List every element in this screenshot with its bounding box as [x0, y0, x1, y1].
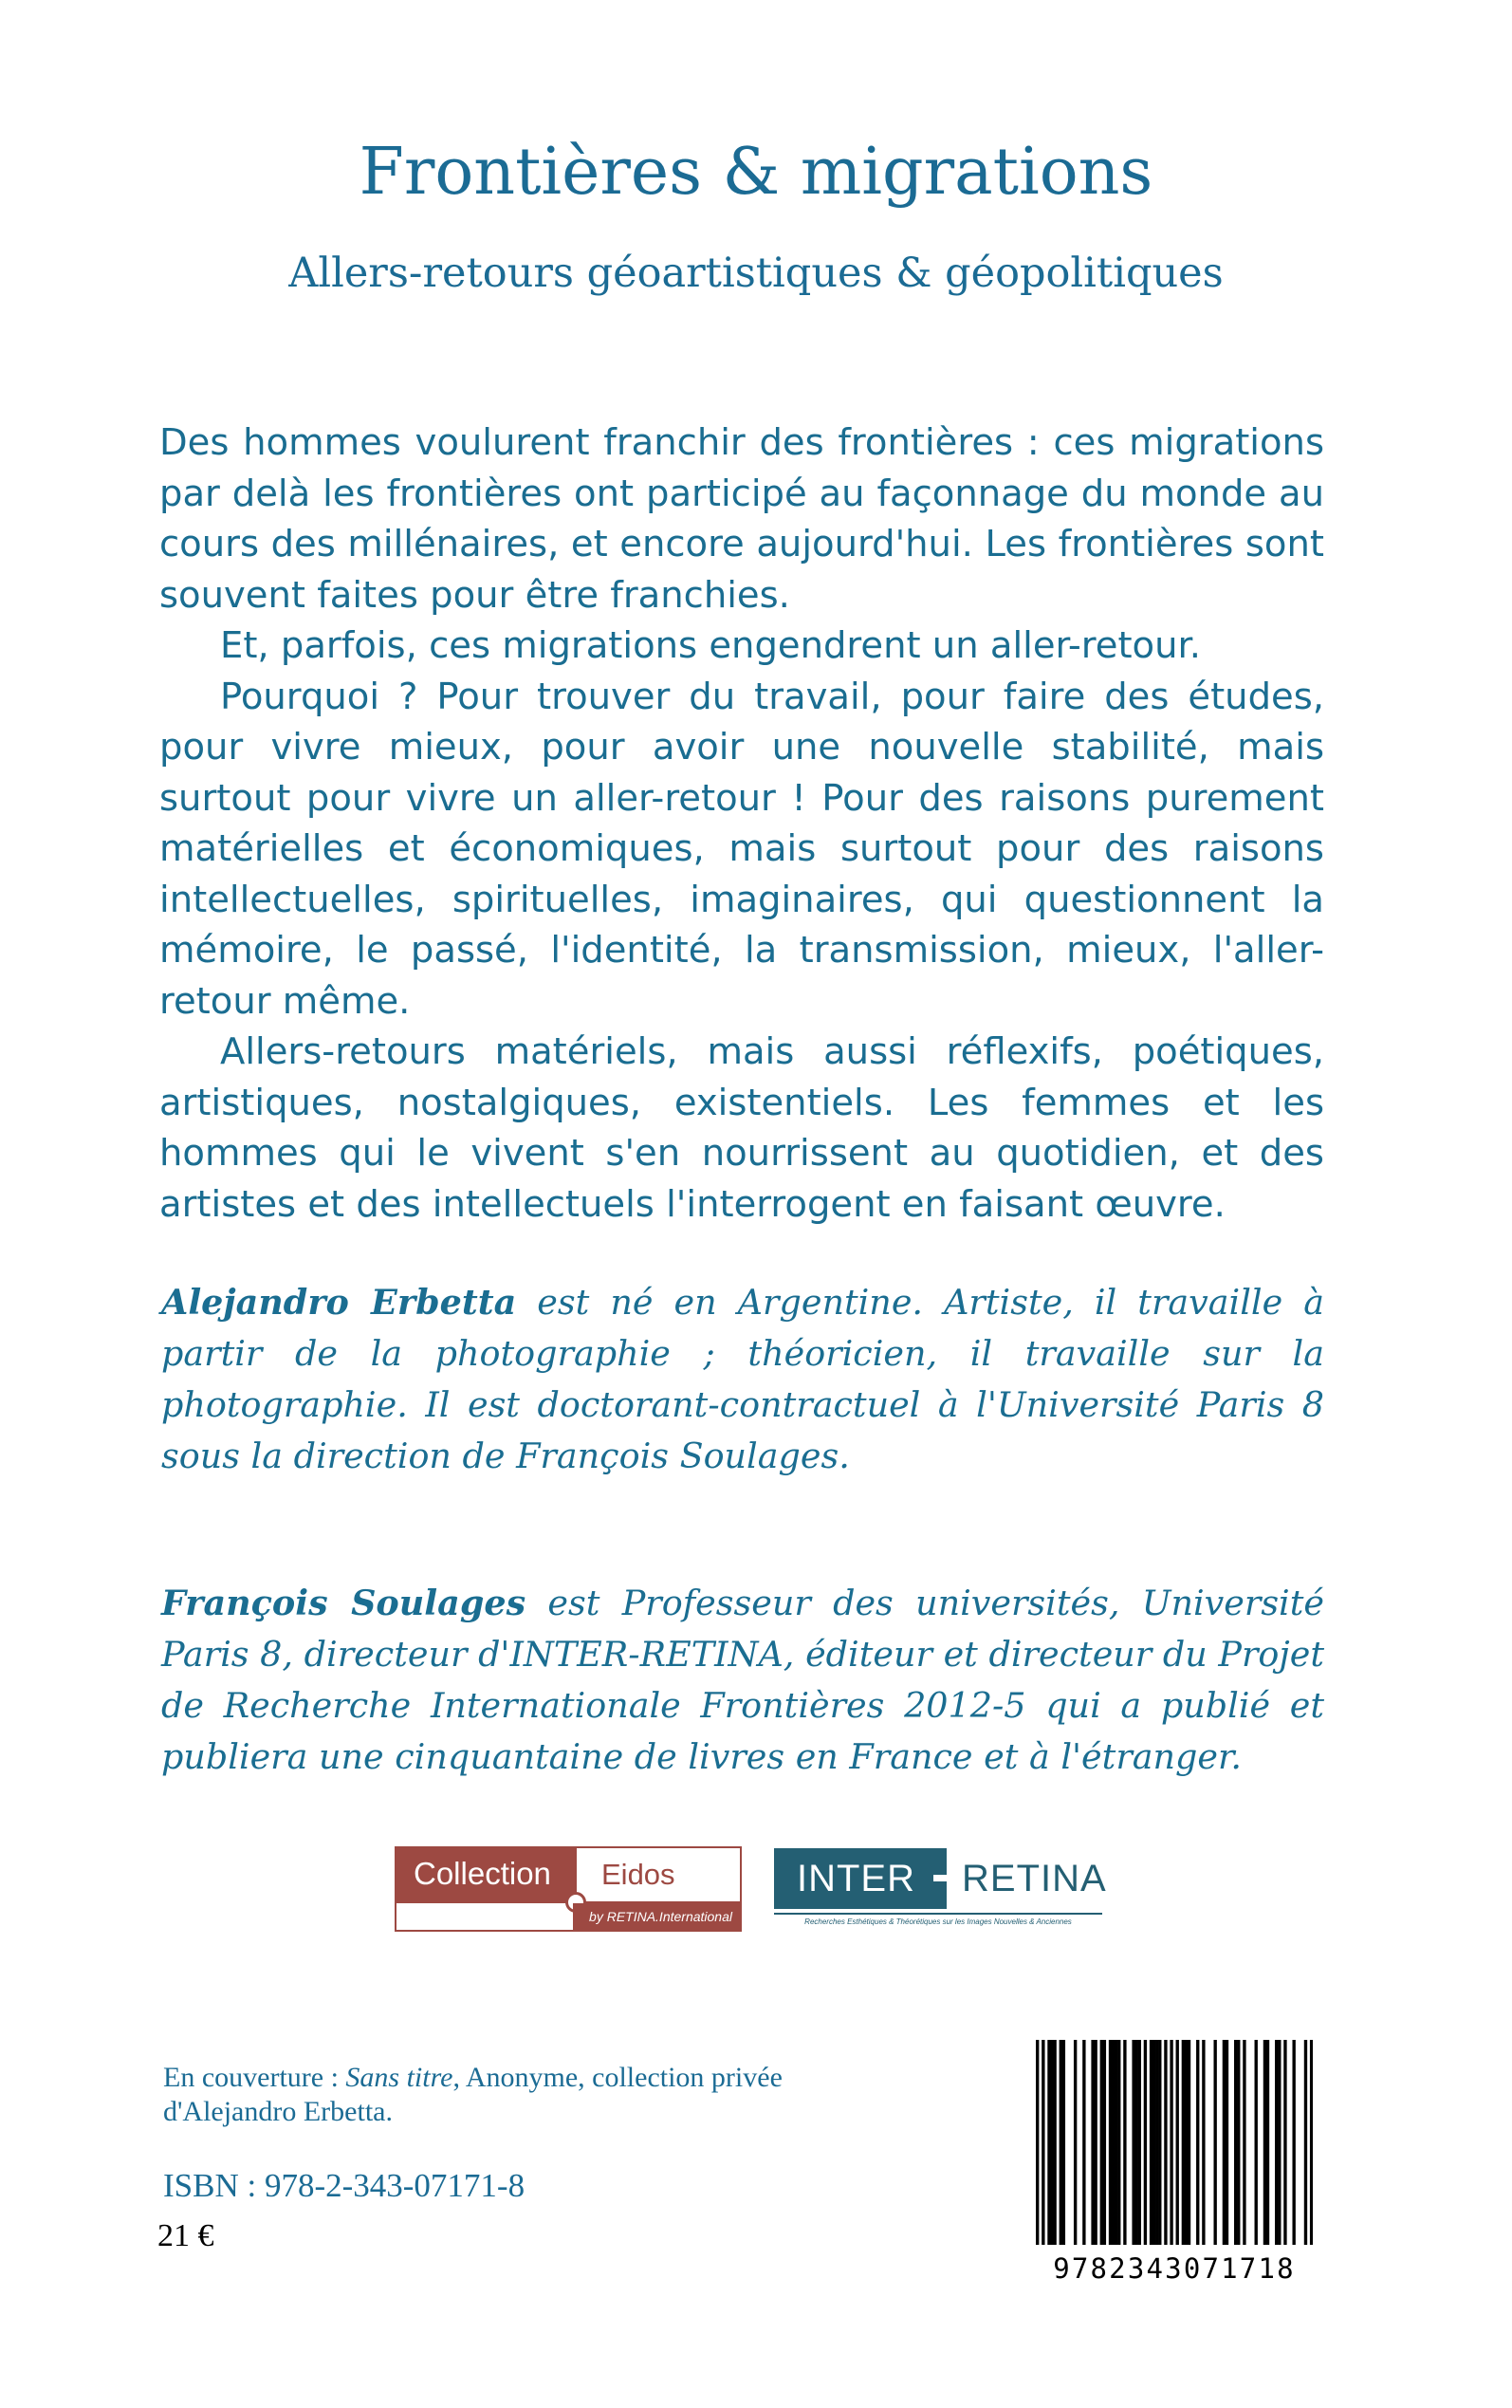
inter-retina-tagline: Recherches Esthétiques & Théorétiques sur les Images Nouvelles & Anciennes	[804, 1917, 1072, 1926]
barcode-bar	[1150, 2040, 1152, 2245]
eidos-collection-label: Collection	[395, 1846, 575, 1903]
blurb-paragraph-3: Pourquoi ? Pour trouver du travail, pour faire des études, pour vivre mieux, pour avoir une nouvelle stabilité, mais surtout pour vivre un aller-retour ! Pour des raisons purement matérielles et économiques, mais surtout pour des raisons intellectuelles, spirituelles, imaginaires, qui questionnent la mémoire, le passé, l'identité, la transmission, mieux, l'aller-retour même.	[159, 675, 1324, 1023]
barcode-bar	[1115, 2040, 1117, 2245]
barcode-bar	[1292, 2040, 1295, 2245]
isbn: ISBN : 978-2-343-07171-8	[163, 2167, 526, 2204]
back-cover-blurb	[159, 417, 1324, 1230]
cover-credit-rest: , Anonyme, collection privée d'Alejandro Erbetta.	[163, 2062, 783, 2127]
barcode-bar	[1196, 2040, 1199, 2245]
barcode-bar	[1082, 2040, 1085, 2245]
barcode-bar	[1182, 2040, 1185, 2245]
inter-retina-left-label: INTER	[774, 1848, 947, 1909]
barcode-bar	[1053, 2040, 1056, 2245]
collection-eidos-logo	[395, 1846, 742, 1932]
barcode-bar	[1243, 2040, 1245, 2245]
barcode-bar	[1185, 2040, 1188, 2245]
inter-retina-right-label: RETINA	[962, 1858, 1107, 1899]
cover-credit-title: Sans titre	[345, 2062, 453, 2093]
barcode-bar	[1109, 2040, 1112, 2245]
author-bio-soulages	[161, 1578, 1324, 1783]
author-bio-erbetta	[161, 1277, 1324, 1482]
barcode-bar	[1094, 2040, 1097, 2245]
barcode-bar	[1100, 2040, 1103, 2245]
barcode-bar	[1138, 2040, 1141, 2245]
cover-credit-prefix: En couverture :	[163, 2062, 346, 2093]
eidos-by-label: by RETINA.International	[573, 1903, 740, 1930]
barcode-bar	[1275, 2040, 1278, 2245]
price: 21 €	[157, 2218, 214, 2253]
barcode-bar	[1074, 2040, 1077, 2245]
author-name-erbetta: Alejandro Erbetta	[161, 1282, 517, 1323]
barcode-bar	[1047, 2040, 1050, 2245]
barcode-bar	[1103, 2040, 1106, 2245]
barcode-bar	[1117, 2040, 1120, 2245]
blurb-paragraph-4: Allers-retours matériels, mais aussi réflexifs, poétiques, artistiques, nostalgiques, existentiels. Les femmes et les hommes qui le vivent s'en nourrissent au quotidien, et des artistes et des intellectuels l'interrogent en faisant œuvre.	[159, 1030, 1324, 1226]
barcode-bar	[1255, 2040, 1258, 2245]
barcode-bar	[1050, 2040, 1053, 2245]
barcode-bar	[1237, 2040, 1240, 2245]
barcode-bar	[1152, 2040, 1155, 2245]
cover-credit	[163, 2061, 903, 2129]
barcode-bar	[1202, 2040, 1205, 2245]
barcode-bar	[1283, 2040, 1286, 2245]
barcode-bar	[1226, 2040, 1228, 2245]
barcode-bar	[1135, 2040, 1138, 2245]
barcode-bar	[1213, 2040, 1216, 2245]
author-bio-text-erbetta: est né en Argentine. Artiste, il travaille à partir de la photographie ; théoricien, il travaille sur la photographie. Il est doctorant-contractuel à l'Université Paris 8 sous la direction de François Soulages.	[161, 1282, 1324, 1476]
blurb-paragraph-1: Des hommes voulurent franchir des frontières : ces migrations par delà les frontières ont participé au façonnage du monde au cours des millénaires, et encore aujourd'hui. Les frontières sont souvent faites pour être franchies.	[159, 421, 1324, 617]
eidos-name-label: Eidos	[575, 1846, 742, 1903]
barcode-bar	[1112, 2040, 1115, 2245]
barcode-bar	[1036, 2040, 1039, 2245]
inter-retina-logo	[774, 1848, 1107, 1928]
barcode-bar	[1123, 2040, 1126, 2245]
barcode-bar	[1304, 2040, 1307, 2245]
barcode-bar	[1263, 2040, 1266, 2245]
barcode-bars-icon	[1036, 2040, 1313, 2245]
barcode-bar	[1176, 2040, 1179, 2245]
barcode-bar	[1060, 2040, 1062, 2245]
author-bio-text-soulages: est Professeur des universités, Université Paris 8, directeur d'INTER-RETINA, éditeur et directeur du Projet de Recherche Internationale Frontières 2012-5 qui a publié et publiera une cinquantaine de livres en France et à l'étranger.	[161, 1583, 1325, 1777]
barcode-bar	[1234, 2040, 1237, 2245]
barcode-bar	[1155, 2040, 1158, 2245]
barcode-bar	[1223, 2040, 1226, 2245]
barcode-bar	[1278, 2040, 1281, 2245]
barcode-bar	[1062, 2040, 1065, 2245]
barcode-bar	[1144, 2040, 1147, 2245]
barcode-bar	[1266, 2040, 1269, 2245]
barcode-bar	[1188, 2040, 1190, 2245]
barcode-bar	[1091, 2040, 1094, 2245]
barcode-bar	[1158, 2040, 1161, 2245]
book-subtitle: Allers-retours géoartistiques & géopolitiques	[288, 250, 1224, 297]
barcode-bar	[1170, 2040, 1172, 2245]
barcode-bar	[1310, 2040, 1313, 2245]
barcode-bar	[1164, 2040, 1167, 2245]
inter-retina-divider	[774, 1913, 1102, 1915]
barcode-bar	[1042, 2040, 1044, 2245]
author-name-soulages: François Soulages	[161, 1583, 526, 1623]
barcode-number: 9782343071718	[1053, 2252, 1296, 2285]
blurb-paragraph-2: Et, parfois, ces migrations engendrent un aller-retour.	[220, 624, 1202, 667]
barcode-bar	[1132, 2040, 1134, 2245]
book-title: Frontières & migrations	[359, 135, 1153, 210]
